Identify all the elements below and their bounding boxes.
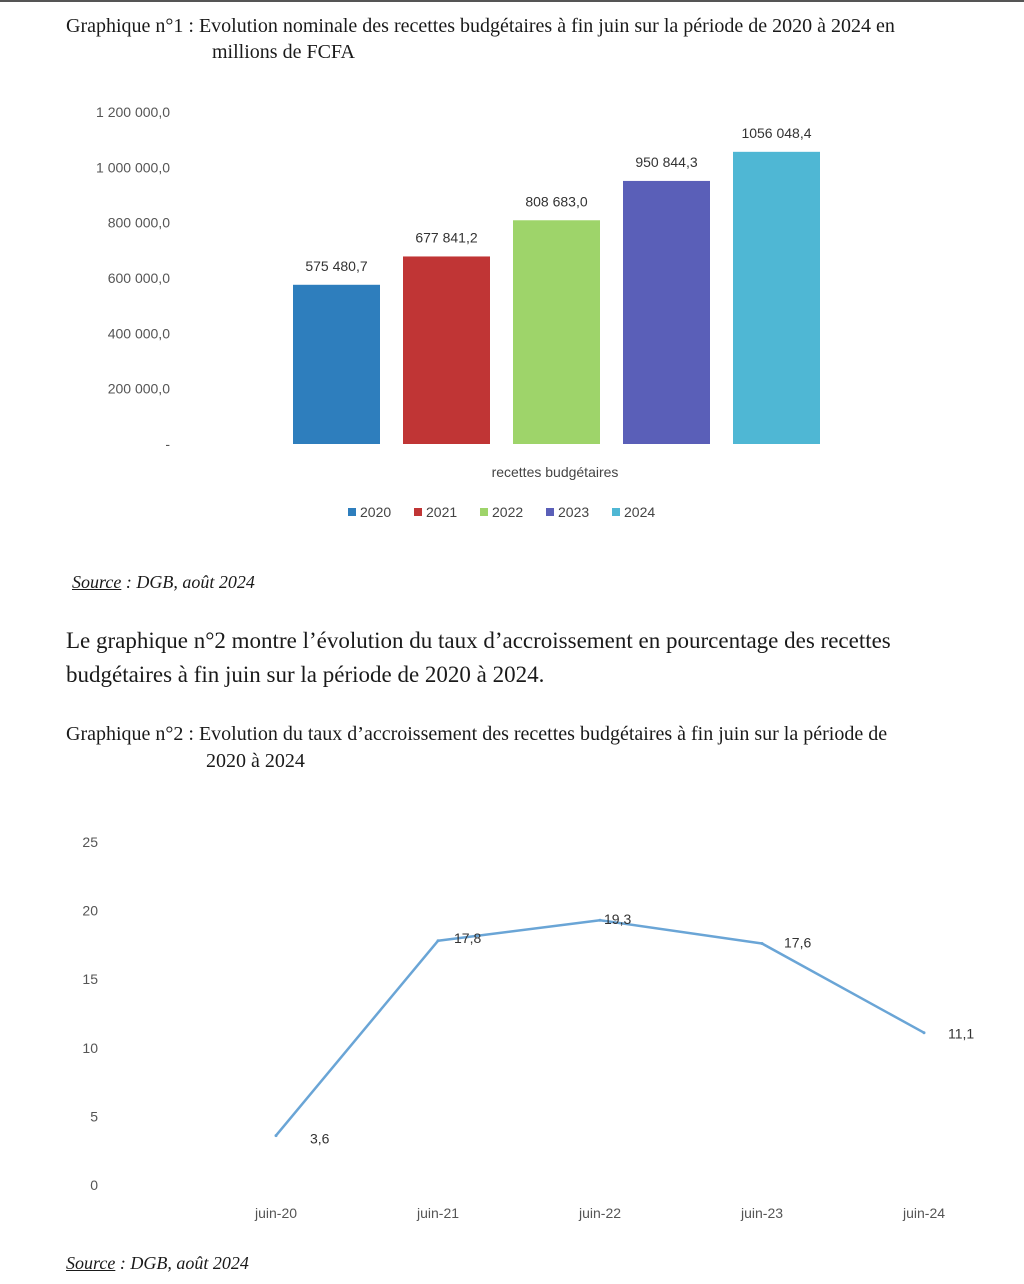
legend-swatch-2024 (612, 508, 620, 516)
y-tick-label: 1 000 000,0 (96, 159, 170, 176)
y-tick-label: 200 000,0 (107, 380, 170, 397)
bar-2024 (733, 152, 820, 444)
chart2-caption: Graphique n°2 : Evolution du taux d’accroissement des recettes budgétaires à fin juin sur la période de (66, 723, 888, 745)
bar-data-label: 950 844,3 (635, 153, 698, 170)
bar-data-label: 1056 048,4 (741, 124, 812, 141)
y-tick-label: 0 (90, 1177, 98, 1193)
y-tick-label: 20 (82, 902, 98, 919)
x-axis-label: recettes budgétaires (491, 464, 619, 480)
y-tick-label: 15 (82, 971, 98, 988)
y-tick-label: 10 (82, 1039, 98, 1056)
y-tick-label: 800 000,0 (107, 214, 170, 231)
bar-2020 (293, 285, 380, 444)
bar-chart (0, 90, 1024, 630)
chart1-caption-continued: millions de FCFA (212, 41, 355, 63)
line-data-label: 17,8 (454, 929, 482, 946)
y-tick-label: 600 000,0 (107, 270, 170, 286)
line-data-label: 17,6 (784, 934, 812, 951)
source-label: Source (72, 572, 122, 592)
legend-label-2023: 2023 (558, 504, 590, 520)
x-tick-label: juin-23 (740, 1205, 784, 1221)
y-tick-label: - (165, 436, 170, 452)
top-border (0, 0, 1024, 2)
body-paragraph: Le graphique n°2 montre l’évolution du taux d’accroissement en pourcentage des recettes budgétaires à fin juin sur la période de 2020 à 2024. (66, 628, 891, 687)
x-tick-label: juin-22 (578, 1205, 622, 1221)
legend-label-2022: 2022 (492, 504, 524, 520)
bar-2022 (513, 220, 600, 444)
bar-data-label: 575 480,7 (305, 257, 368, 274)
legend-swatch-2022 (480, 508, 488, 516)
line-data-label: 11,1 (948, 1025, 975, 1042)
line-chart (0, 800, 1024, 1240)
chart1-caption: Graphique n°1 : Evolution nominale des recettes budgétaires à fin juin sur la période de 2020 à 2024 en (66, 15, 895, 37)
chart2-caption-continued: 2020 à 2024 (206, 750, 305, 772)
legend-label-2020: 2020 (360, 504, 392, 520)
x-tick-label: juin-20 (254, 1205, 298, 1221)
growth-rate-line (276, 920, 924, 1135)
data-point (437, 939, 440, 942)
line-data-label: 3,6 (310, 1130, 330, 1147)
legend-swatch-2023 (546, 508, 554, 516)
data-point (275, 1134, 278, 1137)
y-tick-label: 1 200 000,0 (96, 104, 170, 120)
chart1-source (72, 572, 255, 593)
y-tick-label: 5 (90, 1108, 98, 1125)
legend-label-2024: 2024 (624, 504, 656, 520)
x-tick-label: juin-24 (902, 1205, 946, 1221)
data-point (923, 1031, 926, 1034)
bar-2023 (623, 181, 710, 444)
data-point (761, 942, 764, 945)
bar-data-label: 808 683,0 (525, 193, 588, 210)
legend-swatch-2020 (348, 508, 356, 516)
x-tick-label: juin-21 (416, 1205, 460, 1221)
y-tick-label: 400 000,0 (107, 325, 170, 342)
line-data-label: 19,3 (604, 911, 632, 928)
source-label: Source (66, 1253, 116, 1273)
source-text: : DGB, août 2024 (115, 1253, 249, 1273)
source-text: : DGB, août 2024 (121, 572, 255, 592)
bar-2021 (403, 256, 490, 444)
bar-data-label: 677 841,2 (415, 229, 478, 246)
data-point (599, 919, 602, 922)
y-tick-label: 25 (82, 834, 98, 850)
chart2-source (66, 1253, 249, 1274)
legend-label-2021: 2021 (426, 504, 458, 520)
legend-swatch-2021 (414, 508, 422, 516)
